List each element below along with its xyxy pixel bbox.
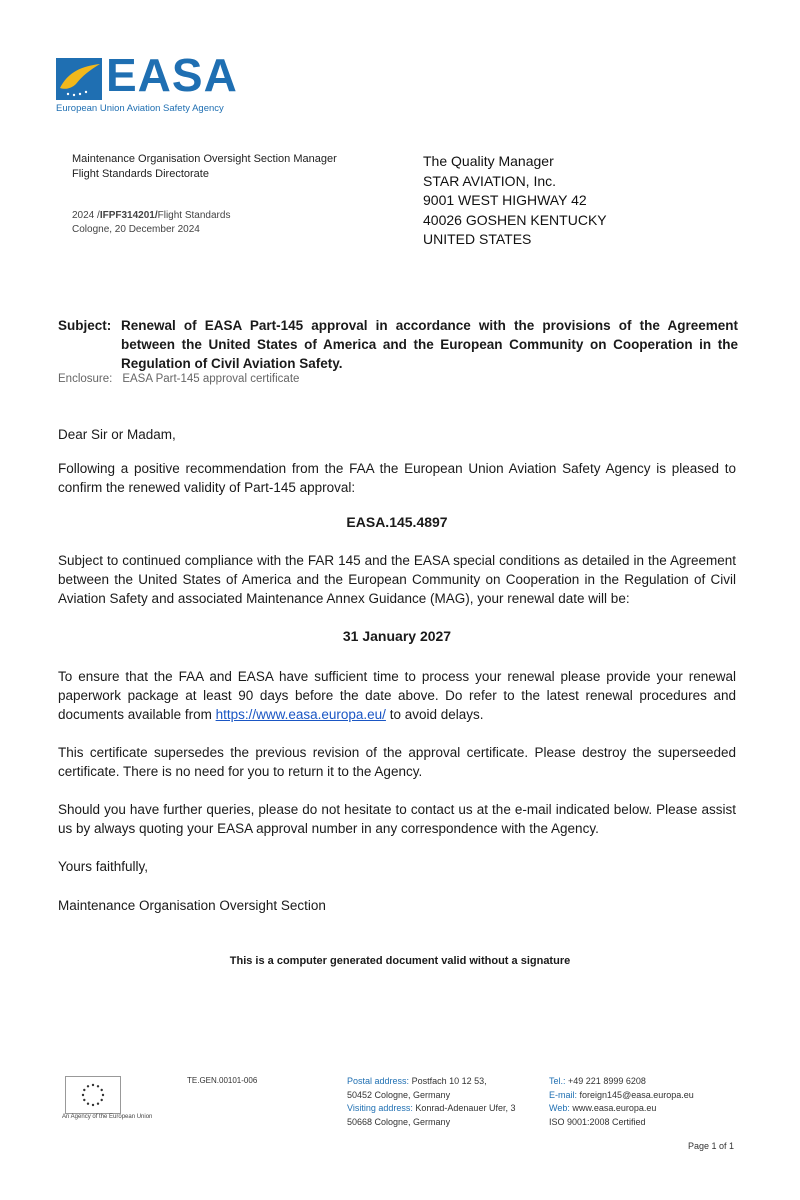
visiting-label: Visiting address: [347, 1103, 413, 1113]
visiting-address [347, 1102, 515, 1116]
email-label: E-mail: [549, 1089, 578, 1100]
footer-contact [549, 1075, 694, 1129]
eu-agency-caption: An Agency of the European Union [62, 1114, 153, 1120]
visiting-value: Konrad-Adenauer Ufer, 3 [415, 1103, 516, 1113]
addressee-line: 40026 GOSHEN KENTUCKY [423, 211, 607, 228]
telephone [549, 1075, 694, 1089]
reference-code: IFPF314201/ [99, 210, 158, 221]
addressee-line: 9001 WEST HIGHWAY 42 [423, 192, 587, 208]
postal-city: 50452 Cologne, Germany [347, 1089, 451, 1100]
easa-website-link[interactable]: https://www.easa.europa.eu/ [215, 707, 386, 722]
paragraph-3-text: To ensure that the FAA and EASA have sufficient time to process your renewal please provide your renewal paperwork package at least 90 days before the date above. Do refer to the latest renewal procedures and documents available from [58, 669, 736, 722]
reference-number [72, 209, 230, 223]
postal-address [347, 1075, 515, 1089]
tel-label: Tel.: [549, 1076, 566, 1086]
page-number: Page 1 of 1 [688, 1141, 735, 1151]
web-label: Web: [549, 1103, 570, 1113]
addressee-block [423, 152, 607, 250]
sender-title: Maintenance Organisation Oversight Section Manager [72, 153, 337, 165]
approval-number: EASA.145.4897 [346, 514, 448, 530]
computer-generated-notice: This is a computer generated document valid without a signature [229, 955, 571, 967]
closing: Yours faithfully, [58, 859, 149, 874]
email [549, 1089, 694, 1103]
iso-certification: ISO 9001:2008 Certified [549, 1116, 646, 1127]
addressee-line: UNITED STATES [423, 231, 532, 247]
paragraph-3 [58, 667, 736, 724]
addressee-line: STAR AVIATION, Inc. [423, 172, 557, 189]
enclosure-line [58, 373, 299, 385]
easa-bird-logo-icon [56, 58, 102, 100]
easa-subtitle: European Union Aviation Safety Agency [56, 103, 224, 114]
postal-label: Postal address: [347, 1076, 410, 1086]
paragraph-1: Following a positive recommendation from the FAA the European Union Aviation Safety Agency is pleased to confirm the renewed validity of Part-145 approval: [58, 461, 736, 495]
easa-wordmark: EASA [106, 49, 238, 101]
tel-value: +49 221 8999 6208 [568, 1076, 646, 1086]
paragraph-5: Should you have further queries, please do not hesitate to contact us at the e-mail indicated below. Please assist us by always quoting your EASA approval number in any correspondence with the Agency. [58, 802, 736, 836]
paragraph-4: This certificate supersedes the previous revision of the approval certificate. Please destroy the superseeded certificate. There is no need for you to return it to the Agency. [58, 745, 736, 779]
postal-value: Postfach 10 12 53, [411, 1076, 487, 1086]
reference-year: 2024 / [72, 210, 100, 221]
visiting-city: 50668 Cologne, Germany [347, 1116, 451, 1127]
easa-logo [56, 49, 246, 122]
addressee-line: The Quality Manager [423, 153, 554, 169]
place-date: Cologne, 20 December 2024 [72, 224, 200, 235]
reference-dept: Flight Standards [157, 210, 231, 221]
subject-label: Subject: [58, 318, 112, 333]
web-value[interactable]: www.easa.europa.eu [572, 1103, 657, 1113]
eu-flag-icon [65, 1076, 121, 1114]
eu-stars-icon [66, 1077, 120, 1113]
paragraph-2: Subject to continued compliance with the FAR 145 and the EASA special conditions as detailed in the Agreement between the United States of America and the European Community on Cooperation in the Regulation of Civil Aviation Safety and associated Maintenance Annex Guidance (MAG), your renewal date will be: [58, 553, 736, 606]
footer-address [347, 1075, 515, 1129]
subject-text: Renewal of EASA Part-145 approval in accordance with the provisions of the Agreement between the United States of America and the European Community on Cooperation in the Regulation of Civil Aviation Safety. [121, 318, 738, 371]
paragraph-3-end: to avoid delays. [385, 707, 484, 722]
enclosure-label: Enclosure: [58, 373, 113, 385]
sender-directorate: Flight Standards Directorate [72, 168, 209, 180]
reference-block [72, 209, 230, 237]
signatory: Maintenance Organisation Oversight Section [58, 898, 326, 913]
renewal-date: 31 January 2027 [342, 628, 452, 644]
enclosure-value: EASA Part-145 approval certificate [122, 373, 300, 385]
website [549, 1102, 694, 1116]
salutation: Dear Sir or Madam, [58, 427, 176, 442]
email-value[interactable]: foreign145@easa.europa.eu [579, 1089, 694, 1100]
sender-block [72, 152, 337, 182]
document-code: TE.GEN.00101-006 [187, 1076, 258, 1085]
